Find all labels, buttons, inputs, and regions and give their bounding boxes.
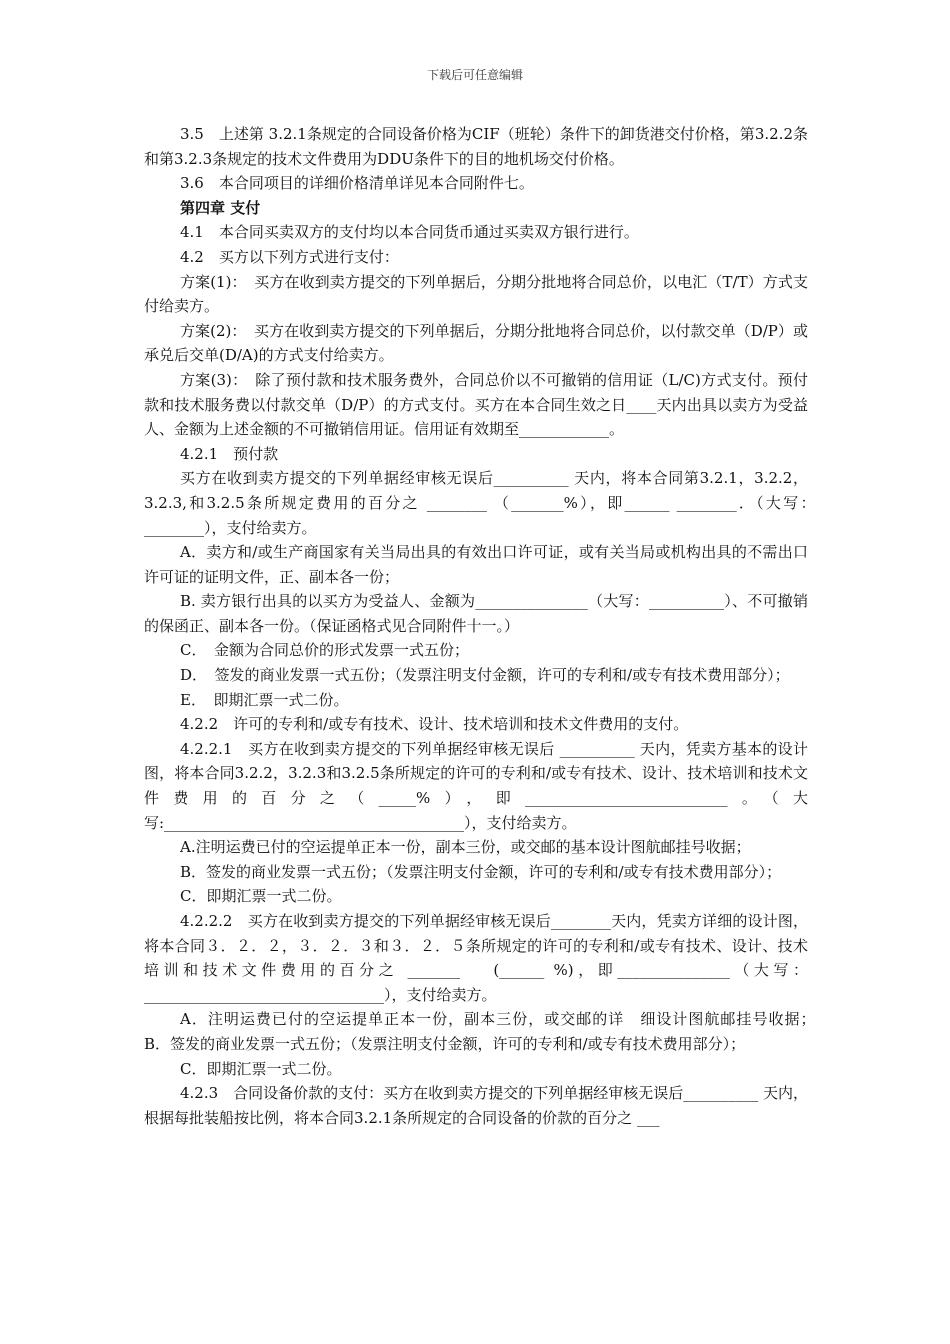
- paragraph: 买方在收到卖方提交的下列单据经审核无误后__________ 天内，将本合同第3.2.1，3.2.2，3.2.3,和3.2.5条所规定费用的百分之 ________ （_______%），即______ ________．（大写： ________），支付给卖方。: [144, 469, 824, 537]
- paragraph: 4.2 买方以下列方式进行支付：: [180, 247, 399, 266]
- paragraph: 方案(3)： 除了预付款和技术服务费外，合同总价以不可撤销的信用证（L/C)方式支付。预付款和技术服务费以付款交单（D/P）的方式支付。买方在本合同生效之日____天内出具以卖方为受益人、金额为上述金额的不可撤销信用证。信用证有效期至____________。: [144, 370, 808, 439]
- paragraph: A．卖方和/或生产商国家有关当局出具的有效出口许可证，或有关当局或机构出具的不需出口许可证的证明文件，正、副本各一份；: [144, 543, 808, 586]
- paragraph: 4.2.2.2 买方在收到卖方提交的下列单据经审核无误后________天内，凭卖方详细的设计图，将本合同３．２．２，３．２．３和３．２．５条所规定的许可的专利和/或专有技术、设计、技术培训和技术文件费用的百分之 _______ (______ %)，即_______________（大写：________________________________），支付给卖方。: [144, 912, 808, 1004]
- document-body: [144, 122, 824, 1130]
- paragraph: C． 金额为合同总价的形式发票一式五份；: [180, 641, 469, 660]
- paragraph: 4.2.1 预付款: [180, 444, 279, 463]
- paragraph: A．注明运费已付的空运提单正本一份，副本三份，或交邮的详 细设计图航邮挂号收据； B．签发的商业发票一式五份；（发票注明支付金额，许可的专利和/或专有技术费用部分）；: [144, 1010, 824, 1053]
- paragraph: 4.2.2.1 买方在收到卖方提交的下列单据经审核无误后 __________ 天内，凭卖方基本的设计图，将本合同3.2.2，3.2.3和3.2.5条所规定的许可的专利和/或专有技术、设计、技术培训和技术文件费用的百分之（_____%），即___________________________。（大写:________________________________________），支付给卖方。: [144, 739, 808, 832]
- paragraph: A.注明运费已付的空运提单正本一份，副本三份，或交邮的基本设计图航邮挂号收据；: [180, 838, 751, 857]
- page-header: 下载后可任意编辑: [426, 68, 523, 82]
- paragraph: E． 即期汇票一式二份。: [180, 690, 349, 709]
- paragraph: 方案(2)： 买方在收到卖方提交的下列单据后，分期分批地将合同总价，以付款交单（D/P）或承兑后交单(D/A)的方式支付给卖方。: [144, 321, 808, 365]
- paragraph: 4.1 本合同买卖双方的支付均以本合同货币通过买卖双方银行进行。: [180, 223, 639, 242]
- paragraph: 3.6 本合同项目的详细价格清单详见本合同附件七。: [180, 174, 534, 193]
- paragraph: D． 签发的商业发票一式五份；（发票注明支付金额，许可的专利和/或专有技术费用部分）；: [180, 666, 790, 685]
- paragraph: C．即期汇票一式二份。: [180, 1059, 342, 1078]
- paragraph: 4.2.3 合同设备价款的支付：买方在收到卖方提交的下列单据经审核无误后__________ 天内，根据每批装船按比例，将本合同3.2.1条所规定的合同设备的价款的百分之 ___: [144, 1084, 808, 1127]
- paragraph: B. 卖方银行出具的以买方为受益人、金额为_______________（大写：__________）、不可撤销的保函正、副本各一份。（保证函格式见合同附件十一。）: [144, 592, 808, 635]
- paragraph: 方案(1)： 买方在收到卖方提交的下列单据后，分期分批地将合同总价，以电汇（T/T）方式支付给卖方。: [144, 272, 808, 316]
- paragraph: 4.2.2 许可的专利和/或专有技术、设计、技术培训和技术文件费用的支付。: [180, 715, 689, 734]
- paragraph: C．即期汇票一式二份。: [180, 887, 342, 906]
- paragraph: B．签发的商业发票一式五份；（发票注明支付金额，许可的专利和/或专有技术费用部分）；: [180, 862, 782, 881]
- paragraph: 3.5 上述第 3.2.1条规定的合同设备价格为CIF（班轮）条件下的卸货港交付价格，第3.2.2条和第3.2.3条规定的技术文件费用为DDU条件下的目的地机场交付价格。: [144, 125, 808, 168]
- chapter-heading: 第四章 支付: [180, 198, 261, 217]
